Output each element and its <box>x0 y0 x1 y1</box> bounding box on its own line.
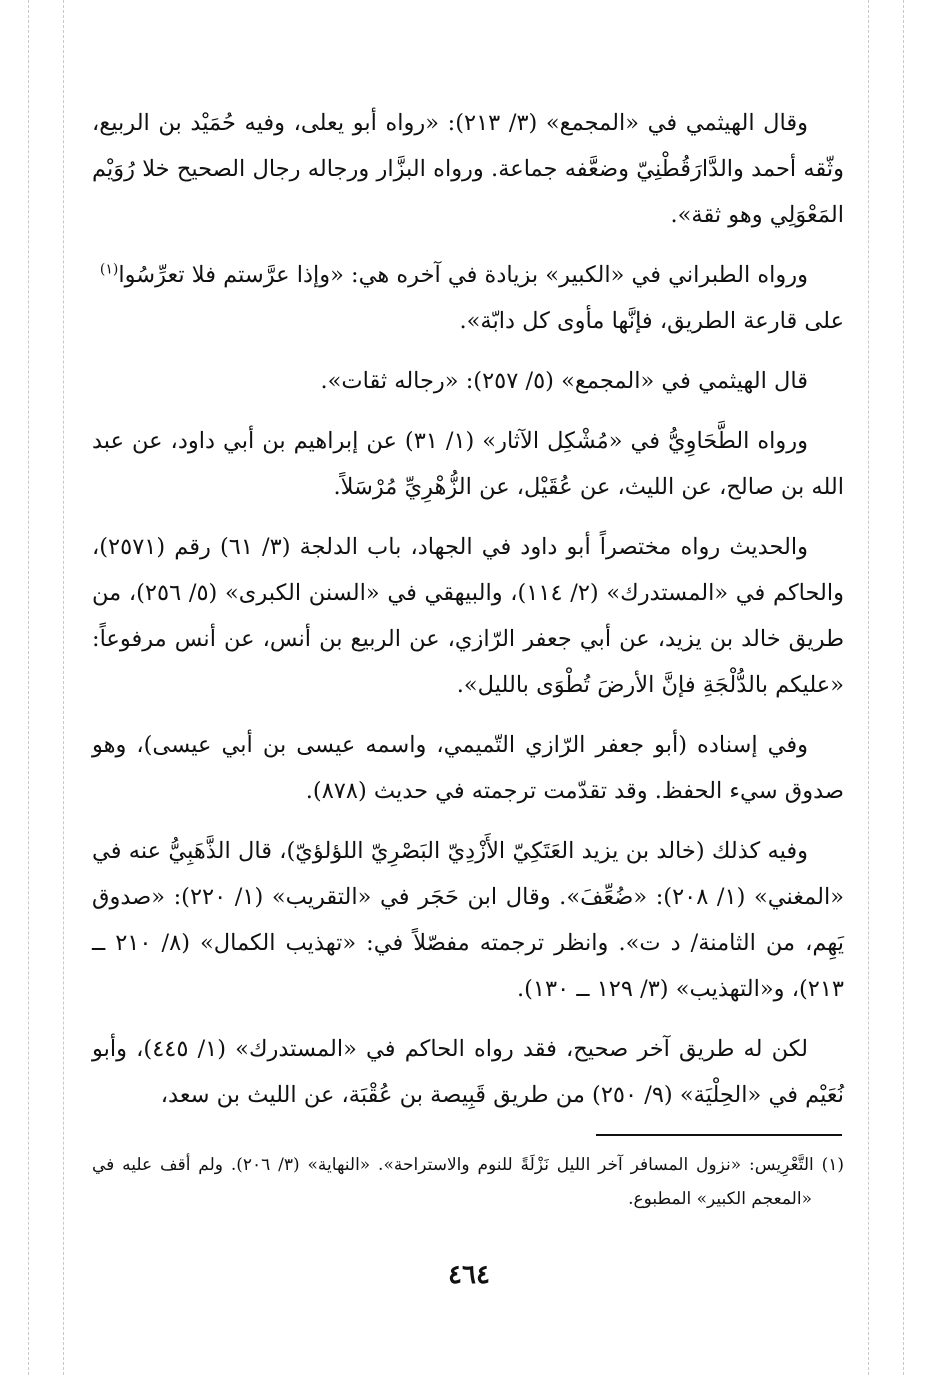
scan-guide-line <box>63 0 64 1375</box>
paragraph-isnad-abu-jafar: وفي إسناده (أبو جعفر الرّازي التّميمي، واسمه عيسى بن أبي عيسى)، وهو صدوق سيء الحفظ. وقد تقدّمت ترجمته في حديث (٨٧٨). <box>92 732 844 804</box>
paragraph-abu-dawud: والحديث رواه مختصراً أبو داود في الجهاد، باب الدلجة (٣/ ٦١) رقم (٢٥٧١)، والحاكم في «المستدرك» (٢/ ١١٤)، والبيهقي في «السنن الكبرى» (٥/ ٢٥٦)، من طريق خالد بن يزيد، عن أبي جعفر الرّازي، عن الربيع بن أنس، عن أنس مرفوعاً: «عليكم بالدُّلْجَةِ فإنَّ الأرضَ تُطْوَى بالليل». <box>92 534 845 698</box>
page-body <box>92 100 844 1132</box>
footnote-separator <box>596 1134 842 1136</box>
page-number: ٤٦٤ <box>448 1260 490 1290</box>
footnotes <box>92 1148 844 1216</box>
paragraph-haythami-majma-1: وقال الهيثمي في «المجمع» (٣/ ٢١٣): «رواه أبو يعلى، وفيه حُمَيْد بن الربيع، وثّقه أحمد والدَّارَقُطْنِيّ وضعَّفه جماعة. ورواه البزَّار ورجاله رجال الصحيح خلا رُوَيْم المَعْوَلِي وهو ثقة». <box>92 110 844 228</box>
scan-guide-line <box>903 0 904 1375</box>
footnote-reference: (١) <box>99 261 119 278</box>
paragraph-haythami-majma-2: قال الهيثمي في «المجمع» (٥/ ٢٥٧): «رجاله ثقات». <box>320 368 808 394</box>
scan-guide-line <box>28 0 29 1375</box>
paragraph-tabarani-kabir <box>92 252 844 298</box>
paragraph-another-route: لكن له طريق آخر صحيح، فقد رواه الحاكم في «المستدرك» (١/ ٤٤٥)، وأبو نُعَيْم في «الحِلْيَة» (٩/ ٢٥٠) من طريق قَبِيصة بن عُقْبَة، عن الليث بن سعد، <box>92 1036 844 1108</box>
paragraph-khalid-ibn-yazid: وفيه كذلك (خالد بن يزيد العَتَكِيّ الأَزْدِيّ البَصْرِيّ اللؤلؤيّ)، قال الذَّهَبِيُّ عنه في «المغني» (١/ ٢٠٨): «ضُعِّفَ». وقال ابن حَجَر في «التقريب» (١/ ٢٢٠): «صدوق يَهِم، من الثامنة/ د ت». وانظر ترجمته مفصّلاً في: «تهذيب الكمال» (٨/ ٢١٠ ــ ٢١٣)، و«التهذيب» (٣/ ١٢٩ ــ ١٣٠). <box>92 838 845 1002</box>
paragraph-tahawi: ورواه الطَّحَاوِيُّ في «مُشْكِل الآثار» (١/ ٣١) عن إبراهيم بن أبي داود، عن عبد الله بن صالح، عن الليث، عن عُقَيْل، عن الزُّهْرِيِّ مُرْسَلاً. <box>92 428 844 500</box>
footnote-1: (١) التَّعْرِيس: «نزول المسافر آخر الليل نَزْلَةً للنوم والاستراحة». «النهاية» (٣/ ٢٠٦). ولم أقف عليه في «المعجم الكبير» المطبوع. <box>92 1155 844 1209</box>
paragraph-text: ورواه الطبراني في «الكبير» بزيادة في آخره هي: «وإذا عرَّستم فلا تعرِّسُوا <box>118 262 808 288</box>
scan-guide-line <box>868 0 869 1375</box>
paragraph-tabarani-kabir-cont: على قارعة الطريق، فإنَّها مأوى كل دابّة». <box>459 308 844 334</box>
